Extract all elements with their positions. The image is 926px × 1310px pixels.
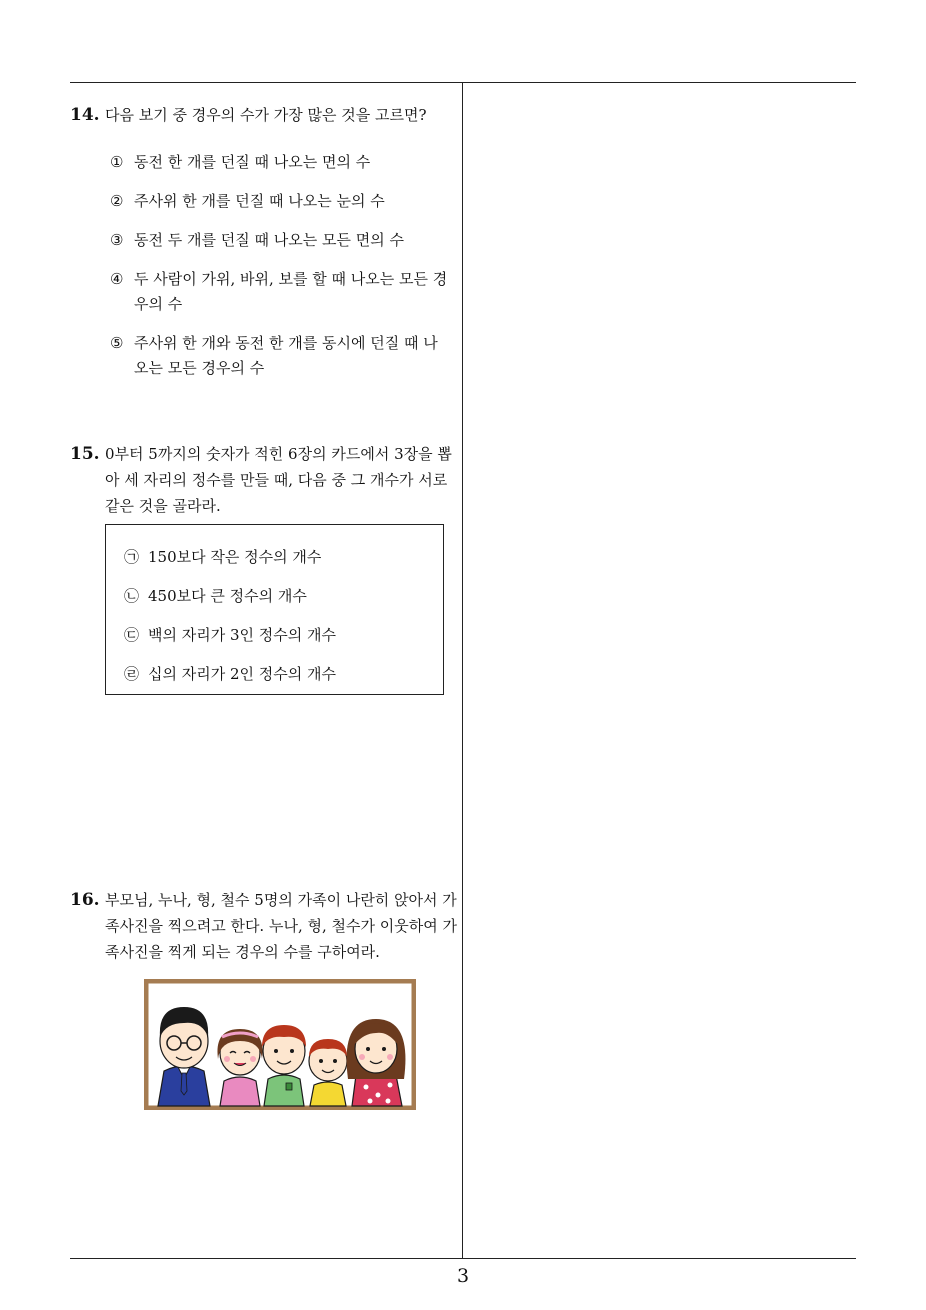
option-mark: ④ xyxy=(110,270,124,288)
option-mark: ③ xyxy=(110,231,124,249)
option-4[interactable] xyxy=(110,267,450,317)
condition-text: 백의 자리가 3인 정수의 개수 xyxy=(148,626,337,644)
question-16 xyxy=(70,887,458,965)
cheolsu-figure xyxy=(309,1039,347,1106)
question-number: 14. xyxy=(70,105,100,125)
option-mark: ⑤ xyxy=(110,334,124,352)
column-divider xyxy=(462,82,463,1259)
question-number: 16. xyxy=(70,890,100,910)
option-mark: ② xyxy=(110,192,124,210)
question-text: 다음 보기 중 경우의 수가 가장 많은 것을 고르면? xyxy=(105,106,427,124)
option-text: 주사위 한 개와 동전 한 개를 동시에 던질 때 나오는 모든 경우의 수 xyxy=(134,334,438,377)
family-photo-illustration xyxy=(144,979,416,1110)
option-1[interactable] xyxy=(110,150,450,175)
question-text: 부모님, 누나, 형, 철수 5명의 가족이 나란히 앉아서 가족사진을 찍으려고 한다. 누나, 형, 철수가 이웃하여 가족사진을 찍게 되는 경우의 수를 구하여라. xyxy=(105,891,457,961)
mother-figure xyxy=(347,1019,406,1106)
brother-figure xyxy=(262,1025,306,1106)
condition-box xyxy=(105,524,444,695)
question-text: 0부터 5까지의 숫자가 적힌 6장의 카드에서 3장을 뽑아 세 자리의 정수를 만들 때, 다음 중 그 개수가 서로 같은 것을 골라라. xyxy=(105,445,452,515)
condition-mark: ㉡ xyxy=(124,587,140,605)
condition-mark: ㉣ xyxy=(124,665,140,683)
option-text: 동전 한 개를 던질 때 나오는 면의 수 xyxy=(134,153,371,171)
question-15 xyxy=(70,441,458,519)
condition-mark: ㉠ xyxy=(124,548,140,566)
top-rule xyxy=(70,82,856,83)
condition-item-2 xyxy=(124,584,443,623)
option-text: 두 사람이 가위, 바위, 보를 할 때 나오는 모든 경우의 수 xyxy=(134,270,448,313)
father-figure xyxy=(158,1007,210,1106)
option-mark: ① xyxy=(110,153,124,171)
condition-item-4 xyxy=(124,662,443,701)
option-text: 주사위 한 개를 던질 때 나오는 눈의 수 xyxy=(134,192,385,210)
option-text: 동전 두 개를 던질 때 나오는 모든 면의 수 xyxy=(134,231,404,249)
condition-mark: ㉢ xyxy=(124,626,140,644)
option-2[interactable] xyxy=(110,189,450,214)
condition-text: 150보다 작은 정수의 개수 xyxy=(148,548,322,566)
condition-text: 십의 자리가 2인 정수의 개수 xyxy=(148,665,337,683)
question-14-options xyxy=(110,150,450,395)
question-number: 15. xyxy=(70,444,100,464)
page-number: 3 xyxy=(456,1265,470,1287)
condition-text: 450보다 큰 정수의 개수 xyxy=(148,587,307,605)
option-3[interactable] xyxy=(110,228,450,253)
question-14 xyxy=(70,102,458,128)
condition-item-1 xyxy=(124,545,443,584)
sister-figure xyxy=(217,1029,262,1106)
option-5[interactable] xyxy=(110,331,450,381)
bottom-rule xyxy=(70,1258,856,1259)
condition-item-3 xyxy=(124,623,443,662)
